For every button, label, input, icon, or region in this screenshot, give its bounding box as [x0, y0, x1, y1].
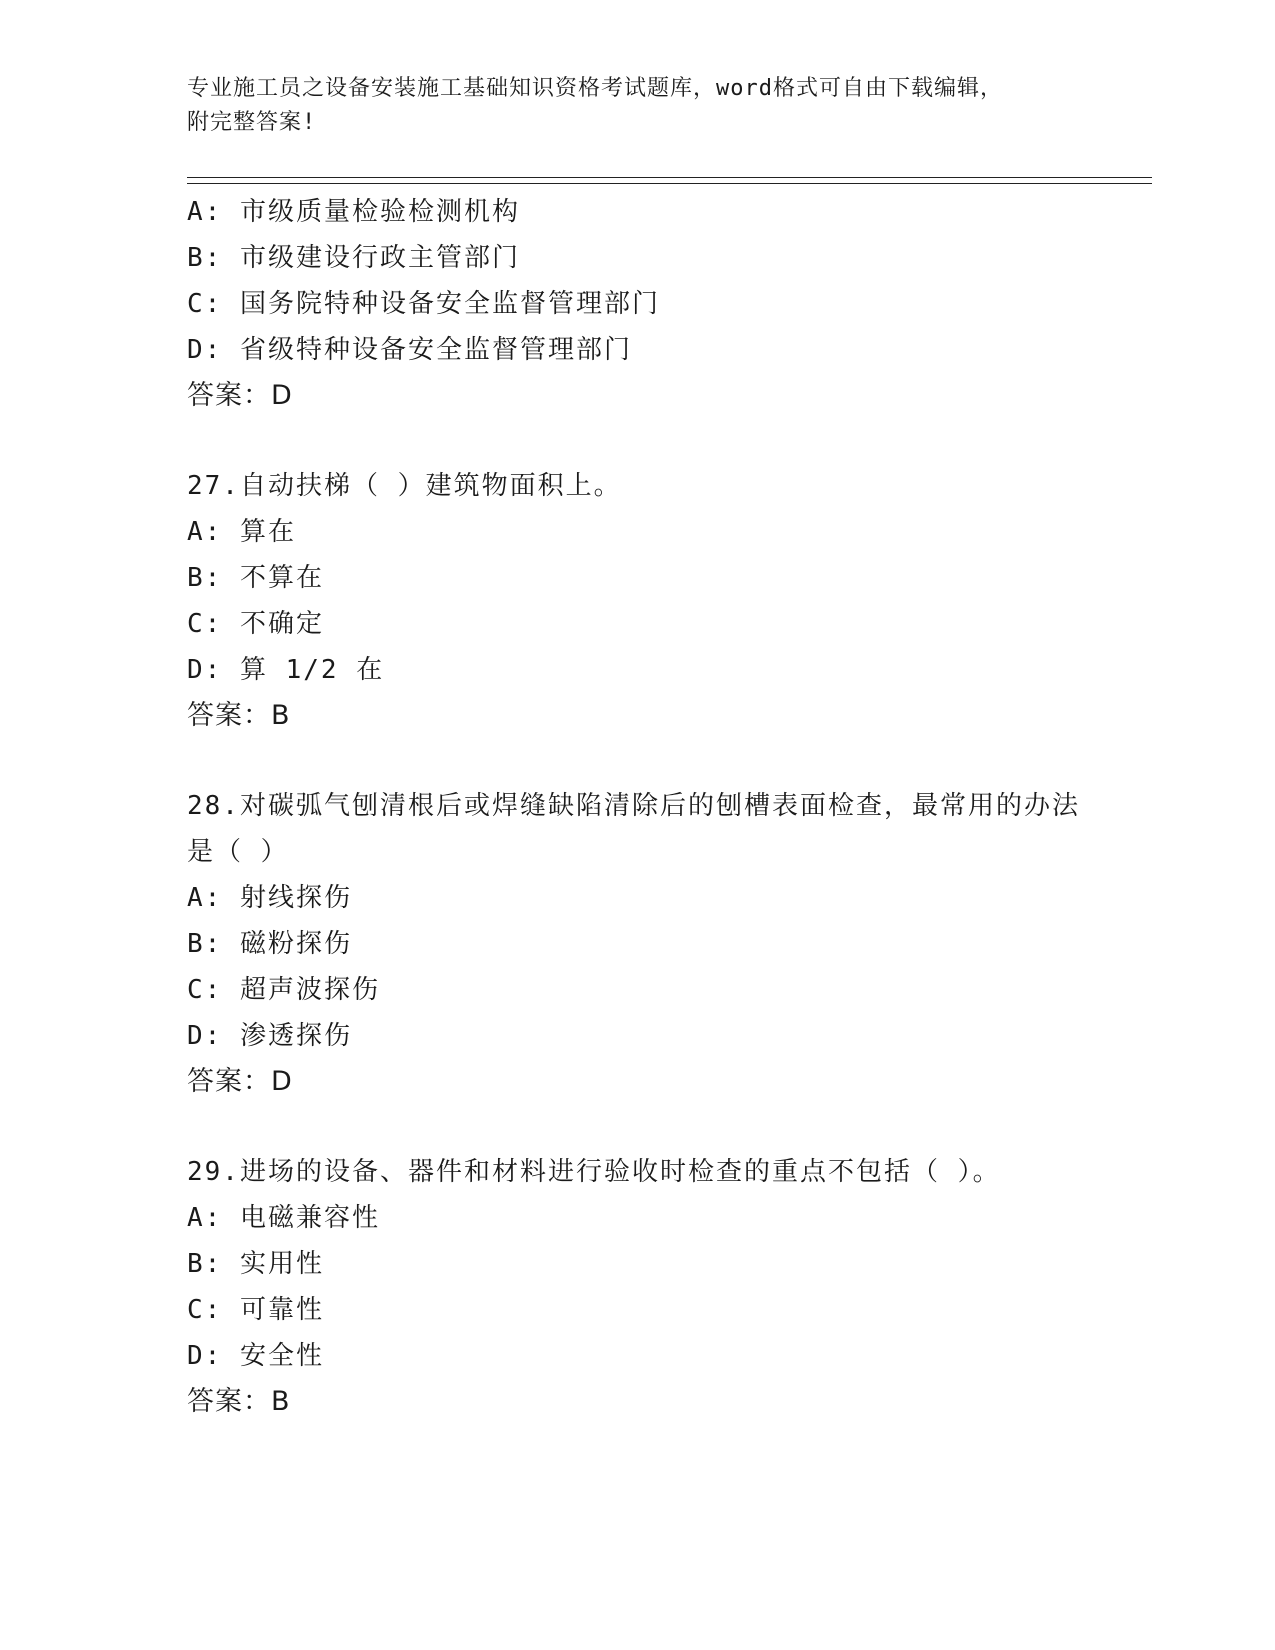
question-item — [187, 189, 1087, 419]
question-item — [187, 463, 1087, 739]
question-stem: 28.对碳弧气刨清根后或焊缝缺陷清除后的刨槽表面检查，最常用的办法是（ ） — [187, 791, 1080, 867]
header-divider-top — [187, 177, 1152, 178]
option-a: A: 射线探伤 — [187, 883, 352, 913]
question-stem: 29.进场的设备、器件和材料进行验收时检查的重点不包括（ ）。 — [187, 1157, 1001, 1187]
answer-line: 答案：D — [187, 1066, 293, 1097]
question-list — [187, 189, 1087, 1425]
answer-line: 答案：B — [187, 700, 291, 731]
option-d: D: 渗透探伤 — [187, 1021, 352, 1051]
question-item — [187, 1149, 1087, 1425]
option-d: D: 省级特种设备安全监督管理部门 — [187, 335, 632, 365]
answer-line: 答案：B — [187, 1386, 291, 1417]
header-divider-bottom — [187, 183, 1152, 184]
header-line-1: 专业施工员之设备安装施工基础知识资格考试题库，word格式可自由下载编辑， — [187, 76, 1003, 101]
option-d: D: 安全性 — [187, 1341, 324, 1371]
question-stem: 27.自动扶梯（ ）建筑物面积上。 — [187, 471, 622, 501]
question-item — [187, 783, 1087, 1105]
option-b: B: 不算在 — [187, 563, 324, 593]
option-c: C: 国务院特种设备安全监督管理部门 — [187, 289, 660, 319]
option-b: B: 市级建设行政主管部门 — [187, 243, 520, 273]
option-a: A: 算在 — [187, 517, 296, 547]
option-c: C: 超声波探伤 — [187, 975, 380, 1005]
option-b: B: 磁粉探伤 — [187, 929, 352, 959]
document-header — [187, 72, 1067, 140]
option-c: C: 可靠性 — [187, 1295, 324, 1325]
option-c: C: 不确定 — [187, 609, 324, 639]
option-d: D: 算 1/2 在 — [187, 655, 385, 685]
answer-line: 答案：D — [187, 380, 293, 411]
option-a: A: 市级质量检验检测机构 — [187, 197, 520, 227]
option-a: A: 电磁兼容性 — [187, 1203, 380, 1233]
header-line-2: 附完整答案! — [187, 110, 317, 135]
option-b: B: 实用性 — [187, 1249, 324, 1279]
